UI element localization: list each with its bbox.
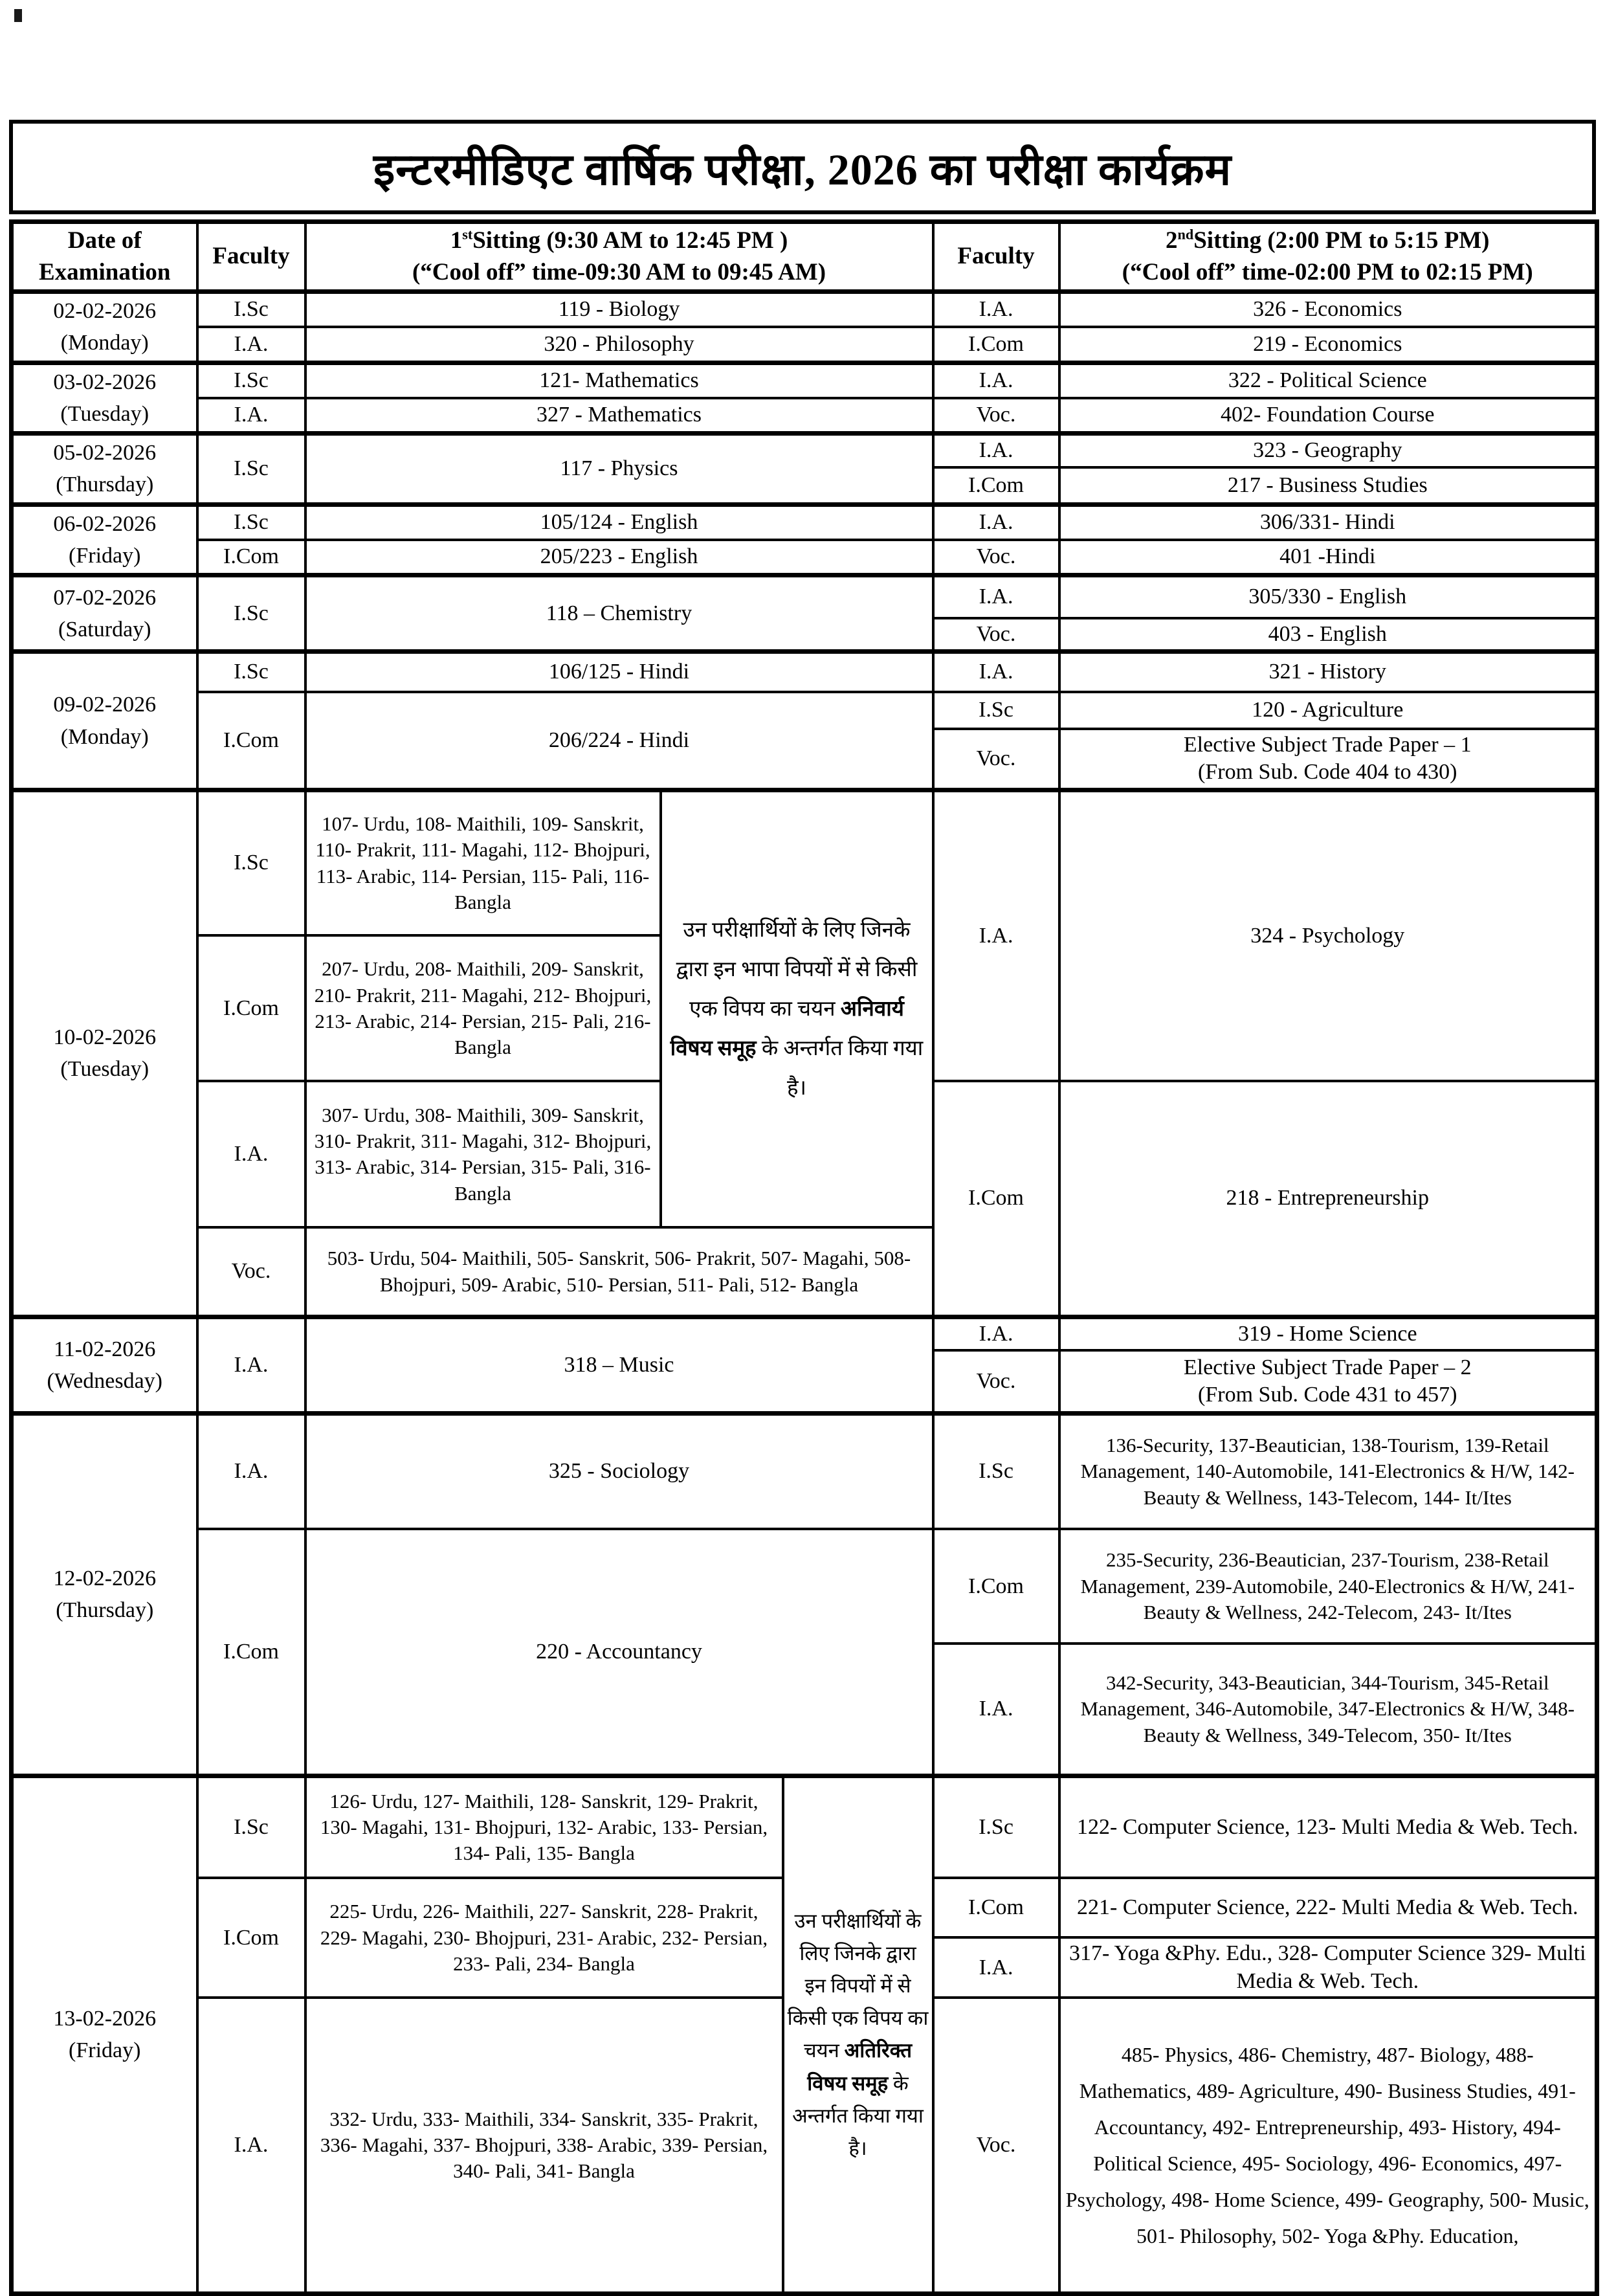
faculty-cell: Voc. [933,540,1059,575]
row-0702-1 [12,575,1597,618]
language-list-cell: 332- Urdu, 333- Maithili, 334- Sanskrit, 335- Prakrit, 336- Magahi, 337- Bhojpuri, 338- Arabic, 339- Persian, 340- Pali, 341- Bangla [305,1998,783,2293]
vocational-list-cell: 136-Security, 137-Beautician, 138-Tourism, 139-Retail Management, 140-Automobile, 141-Electronics & H/W, 142-Beauty & Wellness, 143-Telecom, 144- It/Ites [1059,1413,1597,1529]
faculty-cell: I.A. [197,1413,305,1529]
faculty-cell: Voc. [933,1350,1059,1413]
subject-cell: 322 - Political Science [1059,362,1597,398]
faculty-cell: I.A. [933,362,1059,398]
date-0602: 06-02-2026 (Friday) [12,504,197,575]
subject-cell: 327 - Mathematics [305,398,933,434]
subject-cell: 221- Computer Science, 222- Multi Media & Web. Tech. [1059,1878,1597,1937]
subject-cell: 206/224 - Hindi [305,692,933,790]
faculty-cell: I.Sc [197,575,305,652]
row-1202-2 [12,1529,1597,1644]
subject-cell: 403 - English [1059,618,1597,652]
page-title: इन्टरमीडिएट वार्षिक परीक्षा, 2026 का परीक्षा कार्यक्रम [373,144,1232,194]
faculty-cell: Voc. [933,398,1059,434]
header-faculty-2: Faculty [933,222,1059,292]
header-row [12,222,1597,292]
sitting2-line1: 2ndSitting (2:00 PM to 5:15 PM) [1166,227,1490,254]
faculty-cell: I.A. [197,1081,305,1227]
subject-cell: 120 - Agriculture [1059,692,1597,729]
language-list-cell: 126- Urdu, 127- Maithili, 128- Sanskrit, 129- Prakrit, 130- Magahi, 131- Bhojpuri, 132- Arabic, 133- Persian, 134- Pali, 135- Bangla [305,1776,783,1878]
faculty-cell: I.Sc [197,652,305,692]
faculty-cell: I.A. [197,398,305,434]
faculty-cell: I.Com [933,1878,1059,1937]
row-0202-2 [12,327,1597,362]
row-1302-1 [12,1776,1597,1878]
vocational-list-cell: 235-Security, 236-Beautician, 237-Tourism, 238-Retail Management, 239-Automobile, 240-Electronics & H/W, 241-Beauty & Wellness, 242-Telecom, 243- It/Ites [1059,1529,1597,1644]
subject-cell: 324 - Psychology [1059,790,1597,1081]
subject-cell: 118 – Chemistry [305,575,933,652]
subject-cell: 218 - Entrepreneurship [1059,1081,1597,1317]
faculty-cell: I.A. [197,1317,305,1413]
faculty-cell: I.Sc [197,1776,305,1878]
faculty-cell: I.A. [933,790,1059,1081]
row-1002-1 [12,790,1597,935]
vocational-list-cell: 342-Security, 343-Beautician, 344-Tourism, 345-Retail Management, 346-Automobile, 347-Electronics & H/W, 348-Beauty & Wellness, 349-Telecom, 350- It/Ites [1059,1644,1597,1776]
subject-cell: 220 - Accountancy [305,1529,933,1776]
compulsory-group-note: उन परीक्षार्थियों के लिए जिनके द्वारा इन भापा विपयों में से किसी एक विपय का चयन अनिवार्य विषय समूह के अन्तर्गत किया गया है। [661,790,933,1227]
faculty-cell: Voc. [197,1227,305,1317]
faculty-cell: I.A. [197,1998,305,2293]
faculty-cell: I.Com [933,467,1059,504]
faculty-cell: I.Com [933,327,1059,362]
faculty-cell: Voc. [933,729,1059,790]
title-box [9,120,1596,214]
language-list-cell: 503- Urdu, 504- Maithili, 505- Sanskrit, 506- Prakrit, 507- Magahi, 508- Bhojpuri, 509- Arabic, 510- Persian, 511- Pali, 512- Bangla [305,1227,933,1317]
faculty-cell: I.Sc [197,292,305,328]
faculty-cell: I.A. [933,1644,1059,1776]
subject-cell: Elective Subject Trade Paper – 2 (From Sub. Code 431 to 457) [1059,1350,1597,1413]
faculty-cell: I.Sc [933,1776,1059,1878]
row-1102-1 [12,1317,1597,1350]
subject-cell: 121- Mathematics [305,362,933,398]
subject-cell: 326 - Economics [1059,292,1597,328]
schedule-table [9,219,1599,2296]
subject-cell: 323 - Geography [1059,434,1597,467]
header-faculty-1: Faculty [197,222,305,292]
scan-artifact [14,9,22,22]
header-sitting-2 [1059,222,1597,292]
faculty-cell: I.Sc [197,434,305,505]
faculty-cell: I.Com [197,540,305,575]
faculty-cell: I.Sc [933,1413,1059,1529]
subject-cell: 106/125 - Hindi [305,652,933,692]
subject-cell: 401 -Hindi [1059,540,1597,575]
faculty-cell: I.Com [197,692,305,790]
subject-cell: 105/124 - English [305,504,933,540]
faculty-cell: I.A. [197,327,305,362]
subject-cell: 319 - Home Science [1059,1317,1597,1350]
additional-group-note: उन परीक्षार्थियों के लिए जिनके द्वारा इन विपयों में से किसी एक विपय का चयन अतिरिक्त विषय समूह के अन्तर्गत किया गया है। [783,1776,933,2293]
date-0902: 09-02-2026 (Monday) [12,652,197,790]
vocational-list-cell: 485- Physics, 486- Chemistry, 487- Biology, 488- Mathematics, 489- Agriculture, 490- Business Studies, 491- Accountancy, 492- Entrepreneurship, 493- History, 494- Political Science, 495- Sociology, 496- Economics, 497- Psychology, 498- Home Science, 499- Geography, 500- Music, 501- Philosophy, 502- Yoga &Phy. Education, [1059,1998,1597,2293]
sitting1-line1: 1stSitting (9:30 AM to 12:45 PM ) [450,227,788,254]
subject-cell: 122- Computer Science, 123- Multi Media & Web. Tech. [1059,1776,1597,1878]
subject-cell: 325 - Sociology [305,1413,933,1529]
subject-cell: Elective Subject Trade Paper – 1 (From Sub. Code 404 to 430) [1059,729,1597,790]
faculty-cell: I.A. [933,1937,1059,1998]
faculty-cell: I.Com [197,1878,305,1998]
subject-cell: 305/330 - English [1059,575,1597,618]
faculty-cell: I.Sc [197,504,305,540]
subject-cell: 205/223 - English [305,540,933,575]
subject-cell: 317- Yoga &Phy. Edu., 328- Computer Science 329- Multi Media & Web. Tech. [1059,1937,1597,1998]
faculty-cell: I.A. [933,504,1059,540]
row-1202-1 [12,1413,1597,1529]
subject-cell: 217 - Business Studies [1059,467,1597,504]
language-list-cell: 107- Urdu, 108- Maithili, 109- Sanskrit, 110- Prakrit, 111- Magahi, 112- Bhojpuri, 113- Arabic, 114- Persian, 115- Pali, 116- Bangla [305,790,661,935]
row-0602-1 [12,504,1597,540]
language-list-cell: 225- Urdu, 226- Maithili, 227- Sanskrit, 228- Prakrit, 229- Magahi, 230- Bhojpuri, 231- Arabic, 232- Persian, 233- Pali, 234- Bangla [305,1878,783,1998]
row-0302-1 [12,362,1597,398]
faculty-cell: I.Com [933,1081,1059,1317]
subject-cell: 402- Foundation Course [1059,398,1597,434]
header-date: Date of Examination [12,222,197,292]
faculty-cell: I.A. [933,434,1059,467]
subject-cell: 318 – Music [305,1317,933,1413]
faculty-cell: I.A. [933,292,1059,328]
header-sitting-1 [305,222,933,292]
row-0502-1 [12,434,1597,467]
row-0902-1 [12,652,1597,692]
faculty-cell: I.Sc [197,790,305,935]
date-0702: 07-02-2026 (Saturday) [12,575,197,652]
date-1002: 10-02-2026 (Tuesday) [12,790,197,1317]
sitting2-line2: (“Cool off” time-02:00 PM to 02:15 PM) [1122,258,1533,285]
subject-cell: 320 - Philosophy [305,327,933,362]
sitting1-line2: (“Cool off” time-09:30 AM to 09:45 AM) [412,258,826,285]
subject-cell: 119 - Biology [305,292,933,328]
faculty-cell: I.A. [933,575,1059,618]
date-1102: 11-02-2026 (Wednesday) [12,1317,197,1413]
faculty-cell: I.Sc [933,692,1059,729]
faculty-cell: Voc. [933,1998,1059,2293]
row-0302-2 [12,398,1597,434]
language-list-cell: 307- Urdu, 308- Maithili, 309- Sanskrit, 310- Prakrit, 311- Magahi, 312- Bhojpuri, 313- Arabic, 314- Persian, 315- Pali, 316- Bangla [305,1081,661,1227]
faculty-cell: I.Com [933,1529,1059,1644]
language-list-cell: 207- Urdu, 208- Maithili, 209- Sanskrit, 210- Prakrit, 211- Magahi, 212- Bhojpuri, 213- Arabic, 214- Persian, 215- Pali, 216- Bangla [305,935,661,1081]
date-1202: 12-02-2026 (Thursday) [12,1413,197,1776]
date-0202: 02-02-2026 (Monday) [12,292,197,363]
faculty-cell: I.A. [933,652,1059,692]
subject-cell: 219 - Economics [1059,327,1597,362]
row-0602-2 [12,540,1597,575]
subject-cell: 306/331- Hindi [1059,504,1597,540]
faculty-cell: I.Sc [197,362,305,398]
row-0202-1 [12,292,1597,328]
faculty-cell: I.Com [197,1529,305,1776]
subject-cell: 117 - Physics [305,434,933,505]
faculty-cell: I.A. [933,1317,1059,1350]
row-0902-2 [12,692,1597,729]
faculty-cell: I.Com [197,935,305,1081]
faculty-cell: Voc. [933,618,1059,652]
date-1302: 13-02-2026 (Friday) [12,1776,197,2293]
date-0502: 05-02-2026 (Thursday) [12,434,197,505]
subject-cell: 321 - History [1059,652,1597,692]
date-0302: 03-02-2026 (Tuesday) [12,362,197,434]
